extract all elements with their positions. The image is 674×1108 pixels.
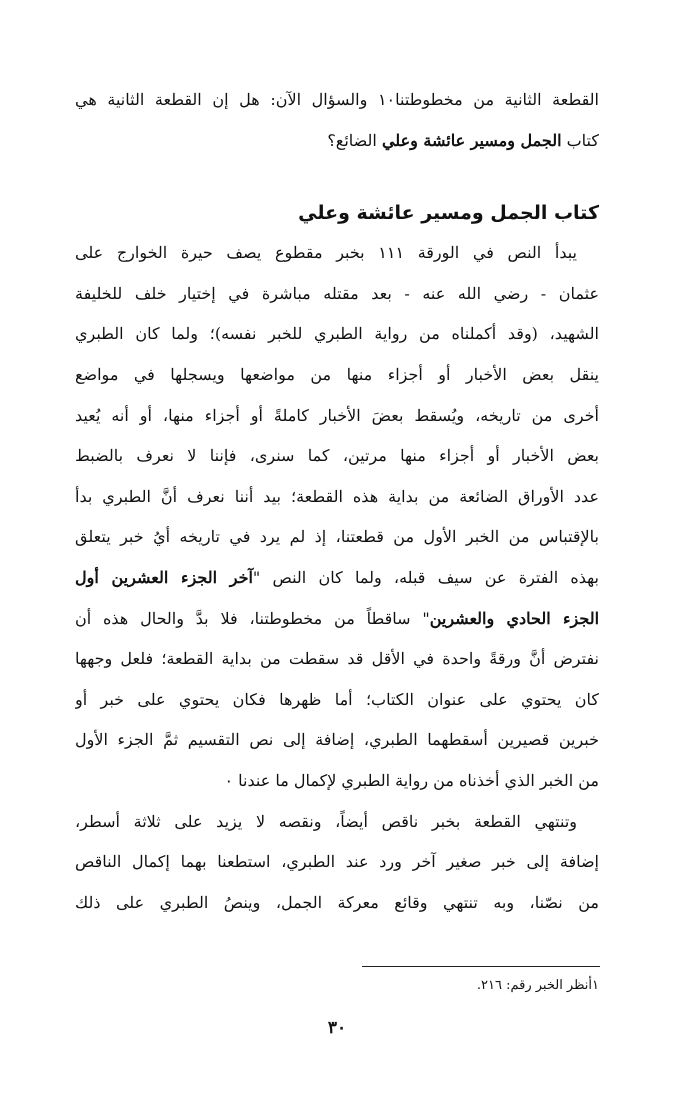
para1-line-2: عثمان - رضي الله عنه - بعد مقتله مباشرة في إختيار خلف للخليفة [75, 283, 599, 303]
para1-line-9-prefix: بهذه الفترة عن سيف قبله، ولما كان النص " [252, 567, 599, 587]
quoted-title-part-1: آخر الجزء العشرين أول [75, 567, 253, 587]
footnote: ١أنظر الخبر رقم: ٢١٦. [476, 978, 599, 993]
para1-line-14: من الخبر الذي أخذناه من رواية الطبري لإكمال ما عندنا ٠ [224, 770, 599, 790]
book-title-inline: الجمل ومسير عائشة وعلي [381, 130, 562, 150]
para1-line-8: بالإقتباس من الخبر الأول من قطعتنا، إذ لم يرد في تاريخه أيُ خبر يتعلق [75, 527, 599, 547]
para1-line-3: الشهيد، (وقد أكملناه من رواية الطبري للخبر نفسه)؛ ولما كان الطبري [75, 324, 599, 344]
para2-line-3: من نصّنا، وبه تنتهي وقائع معركة الجمل، وينصُ الطبري على ذلك [75, 892, 599, 912]
paragraph-2 [75, 802, 599, 924]
para2-line-2: إضافة إلى خبر صغير آخر ورد عند الطبري، استطعنا بهما إكمال الناقص [75, 852, 599, 872]
section-heading: كتاب الجمل ومسير عائشة وعلي [298, 202, 599, 225]
para1-line-5: أخرى من تاريخه، ويُسقط بعضَ الأخبار كاملةً أو أجزاء منها، أو أنه يُعيد [75, 405, 599, 425]
para1-line-6: بعض الأخبار أو أجزاء منها مرتين، كما سنرى، فإننا لا نعرف بالضبط [75, 446, 599, 466]
para1-line-10-suffix: " ساقطاً من مخطوطتنا، فلا بدَّ والحال هذه أن [75, 608, 430, 628]
intro-line-2-prefix: كتاب [561, 130, 599, 150]
para1-line-10 [75, 599, 599, 640]
para1-line-7: عدد الأوراق الضائعة من بداية هذه القطعة؛ بيد أننا نعرف أنَّ الطبري بدأ [75, 486, 599, 506]
page-number: ٣٠ [327, 1018, 347, 1038]
footnote-divider [362, 966, 600, 967]
intro-line-1: القطعة الثانية من مخطوطتنا١٠ والسؤال الآن: هل إن القطعة الثانية هي [75, 90, 599, 109]
para1-line-12: كان يحتوي على عنوان الكتاب؛ أما ظهرها فكان يحتوي على خبر أو [75, 689, 599, 709]
para1-line-1: يبدأ النص في الورقة ١١١ بخبر مقطوع يصف حيرة الخوارج على [75, 243, 578, 263]
para1-line-9 [75, 558, 599, 599]
intro-line-2-suffix: الضائع؟ [327, 130, 382, 150]
para1-line-13: خبرين قصيرين أسقطهما الطبري، إضافة إلى نص التقسيم ثمَّ الجزء الأول [75, 730, 599, 750]
para2-line-1: وتنتهي القطعة بخبر ناقص أيضاً، ونقصه لا يزيد على ثلاثة أسطر، [75, 811, 577, 831]
para1-line-11: نفترض أنَّ ورقةً واحدة في الأقل قد سقطت من بداية القطعة؛ فلعل وجهها [75, 649, 599, 669]
para1-line-4: ينقل بعض الأخبار أو أجزاء منها من مواضعها ويسجلها في مواضع [75, 364, 599, 384]
page-body [75, 80, 599, 923]
quoted-title-part-2: الجزء الحادي والعشرين [429, 608, 599, 628]
paragraph-1 [75, 233, 599, 801]
intro-paragraph [75, 80, 599, 161]
intro-line-2 [75, 121, 599, 162]
